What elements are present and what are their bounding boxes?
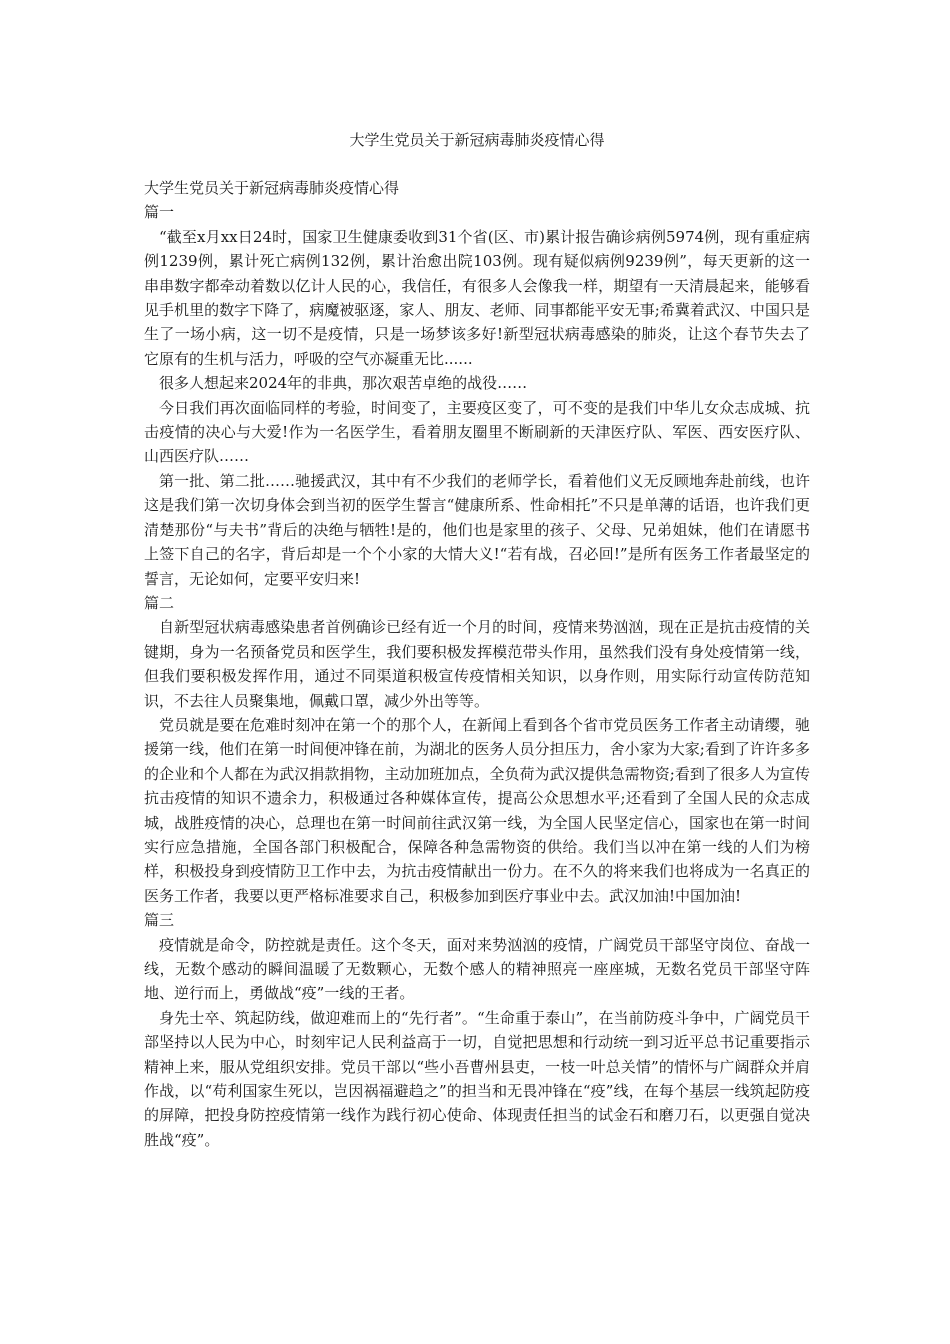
document-body [144,176,810,1152]
document-title: 大学生党员关于新冠病毒肺炎疫情心得 [349,131,605,149]
paragraph: “截至x月xx日24时，国家卫生健康委收到31个省(区、市)累计报告确诊病例5974例，现有重症病例1239例，累计死亡病例132例，累计治愈出院103例。现有疑似病例9239例”，每天更新的这一串串数字都牵动着数以亿计人民的心，我信任，有很多人会像我一样，期望有一天清晨起来，能够看见手机里的数字下降了，病魔被驱逐，家人、朋友、老师、同事都能平安无事;希冀着武汉、中国只是生了一场小病，这一切不是疫情，只是一场梦该多好!新型冠状病毒感染的肺炎，让这个春节失去了它原有的生机与活力，呼吸的空气亦凝重无比...... [144,227,810,368]
section-label-2: 篇二 [144,593,175,612]
paragraph: 党员就是要在危难时刻冲在第一个的那个人，在新闻上看到各个省市党员医务工作者主动请缨，驰援第一线，他们在第一时间便冲锋在前，为湖北的医务人员分担压力，舍小家为大家;看到了许许多多的企业和个人都在为武汉捐款捐物，主动加班加点，全负荷为武汉提供急需物资;看到了很多人为宣传抗击疫情的知识不遗余力，积极通过各种媒体宣传，提高公众思想水平;还看到了全国人民的众志成城，战胜疫情的决心，总理也在第一时间前往武汉第一线，为全国人民坚定信心，国家也在第一时间实行应急措施，全国各部门积极配合，保障各种急需物资的供给。我们当以冲在第一线的人们为榜样，积极投身到疫情防卫工作中去，为抗击疫情献出一份力。在不久的将来我们也将成为一名真正的医务工作者，我要以更严格标准要求自己，积极参加到医疗事业中去。武汉加油!中国加油! [144,715,810,905]
paragraph: 疫情就是命令，防控就是责任。这个冬天，面对来势汹汹的疫情，广阔党员干部坚守岗位、奋战一线，无数个感动的瞬间温暖了无数颗心，无数个感人的精神照亮一座座城，无数名党员干部坚守阵地、逆行而上，勇做战“疫”一线的王者。 [144,935,810,1003]
paragraph: 第一批、第二批……驰援武汉，其中有不少我们的老师学长，看着他们义无反顾地奔赴前线，也许这是我们第一次切身体会到当初的医学生誓言“健康所系、性命相托”不只是单薄的话语，也许我们更清楚那份“与夫书”背后的决绝与牺牲!是的，他们也是家里的孩子、父母、兄弟姐妹，他们在请愿书上签下自己的名字，背后却是一个个小家的大情大义!“若有战，召必回!”是所有医务工作者最坚定的誓言，无论如何，定要平安归来! [144,471,810,588]
document-subtitle: 大学生党员关于新冠病毒肺炎疫情心得 [144,179,400,197]
section-label-3: 篇三 [144,911,175,930]
paragraph: 自新型冠状病毒感染患者首例确诊已经有近一个月的时间，疫情来势汹汹，现在正是抗击疫情的关键期，身为一名预备党员和医学生，我们要积极发挥模范带头作用，虽然我们没有身处疫情第一线，但我们要积极发挥作用，通过不同渠道积极宣传疫情相关知识，以身作则，用实际行动宣传防范知识，不去往人员聚集地，佩戴口罩，减少外出等等。 [144,618,810,710]
section-label-1: 篇一 [144,203,175,222]
paragraph: 今日我们再次面临同样的考验，时间变了，主要疫区变了，可不变的是我们中华儿女众志成城、抗击疫情的决心与大爱!作为一名医学生，看着朋友圈里不断刷新的天津医疗队、军医、西安医疗队、山西医疗队…… [144,398,810,466]
paragraph: 很多人想起来2024年的非典，那次艰苦卓绝的战役…… [159,374,528,393]
paragraph: 身先士卒、筑起防线，做迎难而上的“先行者”。“生命重于泰山”，在当前防疫斗争中，广阔党员干部坚持以人民为中心，时刻牢记人民利益高于一切，自觉把思想和行动统一到习近平总书记重要指示精神上来，服从党组织安排。党员干部以“些小吾曹州县吏，一枝一叶总关情”的情怀与广阔群众并肩作战，以“苟利国家生死以，岂因祸福避趋之”的担当和无畏冲锋在“疫”线，在每个基层一线筑起防疫的屏障，把投身防控疫情第一线作为践行初心使命、体现责任担当的试金石和磨刀石，以更强自觉决胜战“疫”。 [144,1008,810,1149]
